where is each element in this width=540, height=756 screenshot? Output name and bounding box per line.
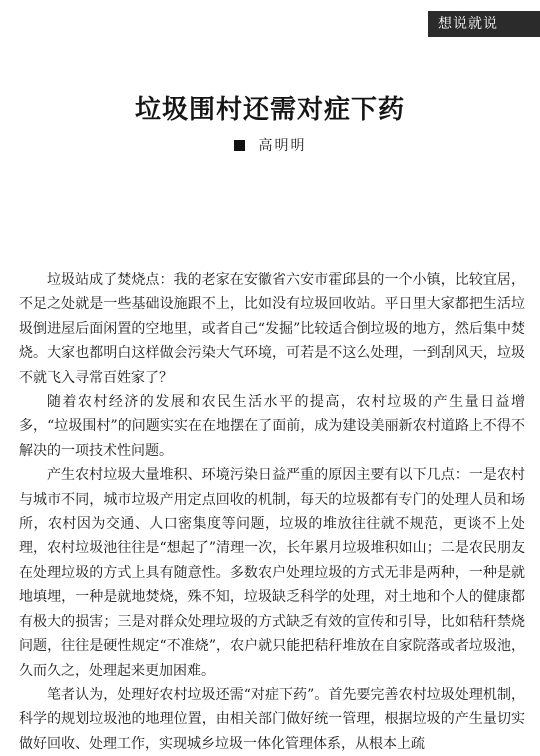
author-name: 高明明	[258, 138, 307, 154]
article-body	[19, 268, 525, 756]
paragraph: 产生农村垃圾大量堆积、环境污染日益严重的原因主要有以下几点：一是农村与城市不同，城市垃圾产用定点回收的机制，每天的垃圾都有专门的处理人员和场所，农村因为交通、人口密集度等问题，垃圾的堆放往往就不规范，更谈不上处理，农村垃圾池往往是“想起了”清理一次，长年累月垃圾堆积如山；二是农民朋友在处理垃圾的方式上具有随意性。多数农户处理垃圾的方式无非是两种，一种是就地填埋，一种是就地焚烧，殊不知，垃圾缺乏科学的处理，对土地和个人的健康都有极大的损害；三是对群众处理垃圾的方式缺乏有效的宣传和引导，比如秸秆禁烧问题，往往是硬性规定“不准烧”，农户就只能把秸秆堆放在自家院落或者垃圾池，久而久之，处理起来更加困难。	[19, 467, 525, 679]
paragraph: 笔者认为，处理好农村垃圾还需“对症下药”。首先要完善农村垃圾处理机制，科学的规划垃圾池的地理位置，由相关部门做好统一管理，根据垃圾的产生量切实做好回收、处理工作，实现城乡垃圾一体化管理体系，从根本上疏	[19, 686, 525, 752]
byline	[0, 135, 540, 155]
square-bullet-icon	[234, 140, 245, 151]
article-title: 垃圾围村还需对症下药	[134, 95, 405, 126]
section-tag: 想说就说	[428, 11, 540, 37]
paragraph: 随着农村经济的发展和农民生活水平的提高，农村垃圾的产生量日益增多，“垃圾围村”的问题实实在在地摆在了面前，成为建设美丽新农村道路上不得不解决的一项技术性问题。	[19, 394, 525, 459]
paragraph: 垃圾站成了焚烧点：我的老家在安徽省六安市霍邱县的一个小镇，比较宜居，不足之处就是一些基础设施跟不上，比如没有垃圾回收站。平日里大家都把生活垃圾倒进屋后面闲置的空地里，或者自己“发掘”比较适合倒垃圾的地方，然后集中焚烧。大家也都明白这样做会污染大气环境，可若是不这么处理，一到刮风天，垃圾不就飞入寻常百姓家了？	[19, 272, 525, 386]
